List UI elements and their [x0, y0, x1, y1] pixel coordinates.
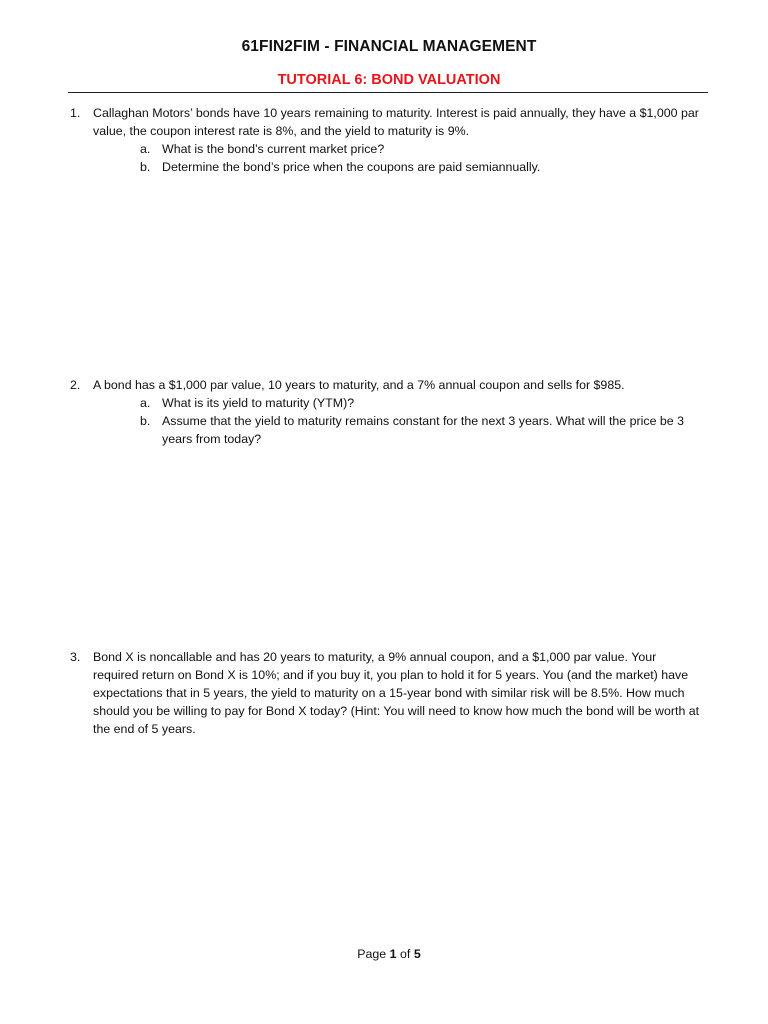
- sub-question: [70, 394, 702, 412]
- question-number: 2.: [70, 378, 81, 392]
- sub-question: [70, 140, 702, 158]
- sub-question-list: [70, 140, 702, 176]
- sub-question-text: What is its yield to maturity (YTM)?: [162, 396, 355, 410]
- sub-question: [70, 158, 702, 176]
- sub-question-letter: b.: [140, 160, 151, 174]
- sub-question-text: What is the bond’s current market price?: [162, 142, 385, 156]
- question-text: Bond X is noncallable and has 20 years to maturity, a 9% annual coupon, and a $1,000 par value. Your required return on Bond X is 10%; and if you buy it, you plan to hold it for 5 years. You (and the market) have expectations that in 5 years, the yield to maturity on a 15-year bond with similar risk will be 8.5%. How much should you be willing to pay for Bond X today? (Hint: You will need to know how much the bond will be worth at the end of 5 years.: [93, 650, 700, 736]
- sub-question-letter: b.: [140, 414, 151, 428]
- sub-question-letter: a.: [140, 142, 151, 156]
- sub-question-text: Determine the bond’s price when the coupons are paid semiannually.: [162, 160, 541, 174]
- question-text: A bond has a $1,000 par value, 10 years to maturity, and a 7% annual coupon and sells for $985.: [93, 378, 625, 392]
- sub-question-text: Assume that the yield to maturity remains constant for the next 3 years. What will the price be 3 years from today?: [162, 414, 685, 446]
- sub-question-list: [70, 394, 702, 448]
- header-divider: [68, 92, 708, 93]
- sub-question: [70, 412, 702, 448]
- question-number: 3.: [70, 650, 81, 664]
- question-number: 1.: [70, 106, 81, 120]
- tutorial-title: TUTORIAL 6: BOND VALUATION: [277, 72, 501, 88]
- sub-question-letter: a.: [140, 396, 151, 410]
- page-footer: [0, 947, 768, 961]
- question-text: Callaghan Motors’ bonds have 10 years remaining to maturity. Interest is paid annually, they have a $1,000 par value, the coupon interest rate is 8%, and the yield to maturity is 9%.: [93, 106, 699, 138]
- page-of: of: [400, 947, 411, 961]
- page-total: 5: [413, 947, 421, 961]
- question-2: [70, 376, 702, 448]
- page-label: Page: [357, 947, 387, 961]
- question-3: [70, 648, 702, 738]
- page-current: 1: [389, 947, 397, 961]
- page-title: 61FIN2FIM - FINANCIAL MANAGEMENT: [241, 38, 537, 55]
- question-1: [70, 104, 702, 176]
